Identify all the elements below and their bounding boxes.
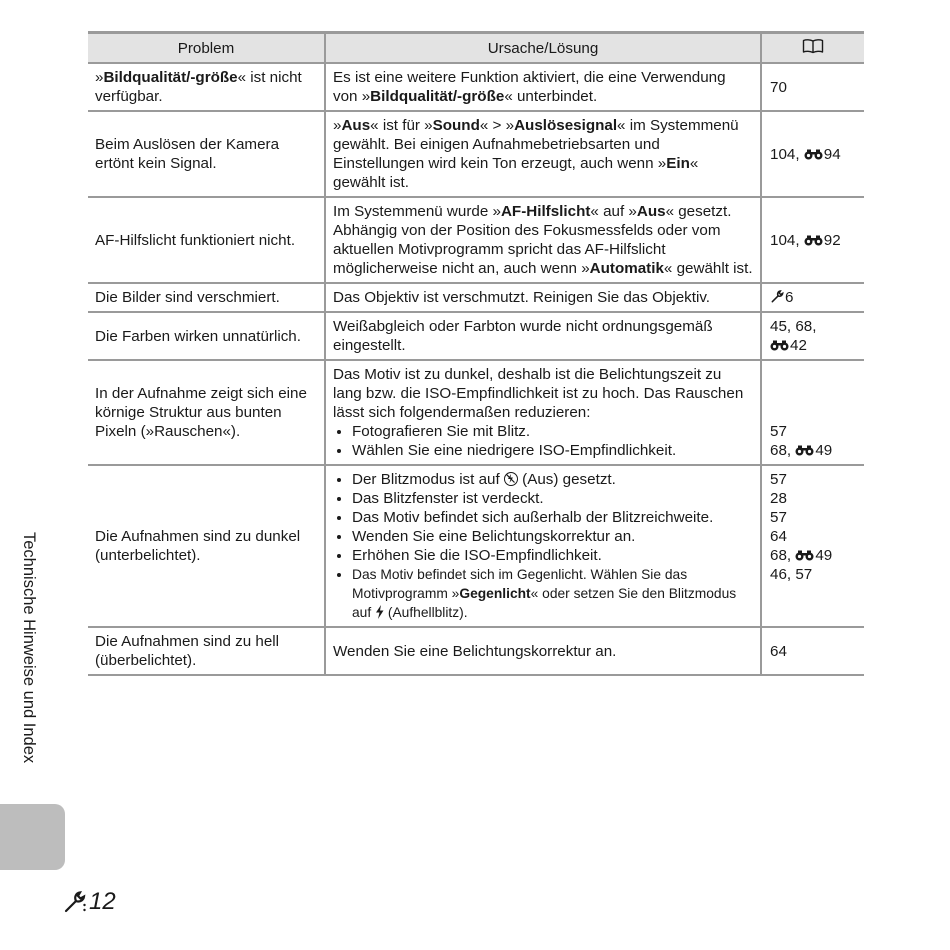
table-row bbox=[88, 627, 864, 675]
reference-cell bbox=[761, 111, 864, 197]
text-run: 104, bbox=[770, 145, 804, 163]
binoculars-icon bbox=[795, 550, 814, 560]
table-header-row bbox=[88, 33, 864, 64]
binoculars-icon bbox=[804, 235, 823, 245]
problem-cell bbox=[88, 283, 325, 312]
text-run: 49 bbox=[815, 442, 833, 459]
text-run: Weißabgleich oder Farbton wurde nicht ordnungsgemäß eingestellt. bbox=[333, 318, 713, 354]
list-item bbox=[352, 489, 753, 508]
text-run: « ist für » bbox=[370, 117, 433, 134]
text-run: Das Motiv ist zu dunkel, deshalb ist die Belichtungszeit zu lang bzw. die ISO-Empfindlichkeit ist zu hoch. Das Rauschen lässt sich folgendermaßen reduzieren: bbox=[333, 366, 744, 421]
text-run: Fotografieren Sie mit Blitz. bbox=[352, 423, 531, 440]
text-run: » bbox=[333, 117, 342, 134]
bold-term: Auslösesignal bbox=[514, 117, 618, 134]
problem-cell bbox=[88, 627, 325, 675]
cause-cell bbox=[325, 111, 761, 197]
problem-cell bbox=[88, 312, 325, 360]
cause-cell bbox=[325, 360, 761, 465]
problem-cell bbox=[88, 197, 325, 283]
text-run: 68, bbox=[770, 547, 796, 564]
problem-cell bbox=[88, 63, 325, 111]
reference-cell bbox=[761, 283, 864, 312]
text-run: 42 bbox=[790, 337, 807, 354]
problem-cell bbox=[88, 465, 325, 627]
text-run: (Aufhellblitz). bbox=[384, 605, 468, 620]
text-run: Das Objektiv ist verschmutzt. Reinigen Sie das Objektiv. bbox=[333, 289, 711, 306]
reference-cell bbox=[761, 312, 864, 360]
text-run: « gesetzt. Abhängig von der Position des Fokusmessfelds oder vom aktuellen Motivprogramm spricht das AF-Hilfslicht möglicherweise nicht an, auch wenn » bbox=[333, 203, 732, 277]
text-run: 49 bbox=[815, 547, 833, 564]
list-item bbox=[352, 527, 753, 546]
table-row bbox=[88, 197, 864, 283]
text-run: « gewählt ist. bbox=[663, 260, 753, 277]
table-row bbox=[88, 312, 864, 360]
reference-cell bbox=[761, 63, 864, 111]
cause-cell bbox=[325, 283, 761, 312]
troubleshooting-table bbox=[88, 31, 864, 676]
wrench-icon bbox=[770, 289, 785, 304]
bold-term: Automatik bbox=[589, 260, 664, 277]
problem-cell bbox=[88, 360, 325, 465]
text-run: « unterbindet. bbox=[504, 88, 598, 105]
table-row bbox=[88, 360, 864, 465]
text-run: 92 bbox=[823, 231, 841, 249]
cause-intro bbox=[333, 365, 753, 422]
text-run: Im Systemmenü wurde » bbox=[333, 203, 501, 220]
reference-cell bbox=[761, 465, 864, 627]
binoculars-icon bbox=[770, 340, 789, 350]
text-run: » bbox=[95, 69, 104, 86]
bold-term: AF-Hilfslicht bbox=[500, 203, 591, 220]
reference-cell bbox=[761, 197, 864, 283]
bullet-list bbox=[333, 470, 753, 622]
bold-term: Gegenlicht bbox=[459, 586, 531, 601]
bold-term: Bildqualität/-größe bbox=[103, 69, 238, 86]
text-run: In der Aufnahme zeigt sich eine körnige Struktur aus bunten Pixeln (»Rauschen«). bbox=[95, 385, 307, 440]
text-run: Die Farben wirken unnatürlich. bbox=[95, 327, 301, 345]
text-run: (Aus) gesetzt. bbox=[517, 471, 616, 488]
text-run: 64 bbox=[770, 642, 787, 660]
cause-cell bbox=[325, 197, 761, 283]
bold-term: Sound bbox=[432, 117, 480, 134]
list-item bbox=[352, 441, 753, 460]
binoculars-icon bbox=[795, 445, 814, 455]
book-icon bbox=[802, 38, 824, 54]
text-run: Die Aufnahmen sind zu dunkel (unterbelichtet). bbox=[95, 528, 301, 564]
text-run: 28 bbox=[770, 490, 787, 507]
bullet-list bbox=[333, 422, 753, 460]
text-run: Erhöhen Sie die ISO-Empfindlichkeit. bbox=[352, 547, 602, 564]
text-run: « ist nicht verfügbar. bbox=[95, 69, 302, 105]
text-run: 57 bbox=[770, 471, 787, 488]
header-problem: Problem bbox=[88, 33, 325, 64]
page-number-value: 12 bbox=[89, 888, 116, 915]
text-run: 64 bbox=[770, 528, 787, 545]
table-row bbox=[88, 63, 864, 111]
bold-term: Bildqualität/-größe bbox=[370, 88, 505, 105]
table-row bbox=[88, 465, 864, 627]
text-run: 45, 68, bbox=[770, 318, 817, 335]
text-run: Es ist eine weitere Funktion aktiviert, die eine Verwendung von » bbox=[333, 69, 726, 105]
text-run: « im Systemmenü gewählt. Bei einigen Aufnahmebetriebsarten und Einstellungen wird kein Ton erzeugt, auch wenn » bbox=[333, 117, 739, 172]
text-run: « auf » bbox=[590, 203, 637, 220]
text-run: 104, bbox=[770, 231, 804, 249]
reference-cell bbox=[761, 627, 864, 675]
text-run: AF-Hilfslicht funktioniert nicht. bbox=[95, 231, 296, 249]
section-tab bbox=[0, 804, 65, 870]
wrench-icon bbox=[62, 889, 88, 915]
binoculars-icon bbox=[804, 149, 823, 159]
section-side-label: Technische Hinweise und Index bbox=[20, 532, 38, 764]
header-reference bbox=[761, 33, 864, 64]
page-number bbox=[62, 888, 116, 916]
text-run: « > » bbox=[479, 117, 515, 134]
text-run: 94 bbox=[823, 145, 841, 163]
flash-icon bbox=[375, 603, 384, 622]
list-item bbox=[352, 546, 753, 565]
text-run: « oder setzen Sie den Blitzmodus auf bbox=[352, 586, 737, 620]
cause-cell bbox=[325, 312, 761, 360]
cause-cell bbox=[325, 63, 761, 111]
text-run: 57 bbox=[770, 423, 787, 440]
bold-term: Aus bbox=[341, 117, 371, 134]
text-run: 57 bbox=[770, 509, 787, 526]
text-run: Das Motiv befindet sich im Gegenlicht. Wählen Sie das Motivprogramm » bbox=[352, 567, 688, 601]
reference-cell bbox=[761, 360, 864, 465]
text-run: Der Blitzmodus ist auf bbox=[352, 471, 504, 488]
list-item bbox=[352, 565, 753, 622]
text-run: Wählen Sie eine niedrigere ISO-Empfindlichkeit. bbox=[352, 442, 677, 459]
table-row bbox=[88, 283, 864, 312]
list-item bbox=[352, 470, 753, 489]
cause-cell bbox=[325, 465, 761, 627]
text-run: Die Aufnahmen sind zu hell (überbelichtet). bbox=[95, 633, 280, 669]
text-run: 6 bbox=[785, 289, 794, 306]
table-row bbox=[88, 111, 864, 197]
bold-term: Ein bbox=[666, 155, 690, 172]
bold-term: Aus bbox=[636, 203, 666, 220]
text-run: Wenden Sie eine Belichtungskorrektur an. bbox=[352, 528, 636, 545]
text-run: 70 bbox=[770, 78, 787, 96]
text-run: Das Motiv befindet sich außerhalb der Blitzreichweite. bbox=[352, 509, 714, 526]
header-cause: Ursache/Lösung bbox=[325, 33, 761, 64]
list-item bbox=[352, 508, 753, 527]
text-run: Wenden Sie eine Belichtungskorrektur an. bbox=[333, 642, 617, 660]
text-run: Das Blitzfenster ist verdeckt. bbox=[352, 490, 544, 507]
text-run: « gewählt ist. bbox=[333, 155, 699, 191]
flash-off-icon bbox=[504, 472, 518, 486]
text-run: 46, 57 bbox=[770, 566, 813, 583]
text-run: Die Bilder sind verschmiert. bbox=[95, 289, 280, 306]
problem-cell bbox=[88, 111, 325, 197]
list-item bbox=[352, 422, 753, 441]
cause-cell bbox=[325, 627, 761, 675]
text-run: Beim Auslösen der Kamera ertönt kein Signal. bbox=[95, 136, 280, 172]
text-run: 68, bbox=[770, 442, 796, 459]
